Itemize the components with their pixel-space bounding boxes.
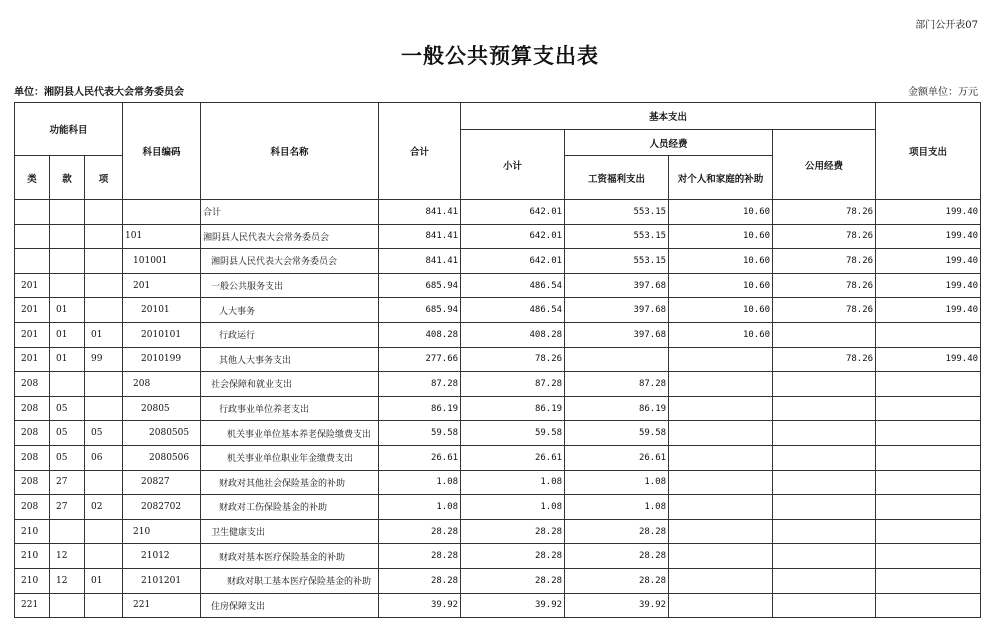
cell-total: 841.41 [379,224,461,249]
cell-project: 199.40 [876,347,981,372]
cell-kuan: 01 [50,298,85,323]
header-project: 项目支出 [876,103,981,200]
cell-total: 26.61 [379,445,461,470]
cell-name: 财政对工伤保险基金的补助 [201,495,379,520]
cell-name: 湘阴县人民代表大会常务委员会 [201,224,379,249]
cell-code: 2010101 [123,322,201,347]
cell-project [876,495,981,520]
cell-subtotal: 28.28 [461,519,565,544]
cell-subtotal: 59.58 [461,421,565,446]
cell-code: 2010199 [123,347,201,372]
table-row [15,396,981,421]
cell-subsidy [669,593,773,618]
cell-lei: 210 [15,544,50,569]
table-row [15,544,981,569]
cell-code: 2082702 [123,495,201,520]
table-row [15,372,981,397]
table-row [15,421,981,446]
cell-project: 199.40 [876,200,981,225]
cell-subsidy [669,396,773,421]
header-func-subject: 功能科目 [15,103,123,156]
page-title: 一般公共预算支出表 [401,43,599,68]
header-personnel: 人员经费 [565,130,773,156]
table-row [15,593,981,618]
cell-lei [15,249,50,274]
cell-name: 财政对其他社会保险基金的补助 [201,470,379,495]
header-public: 公用经费 [773,130,876,200]
cell-code: 221 [123,593,201,618]
cell-xiang [85,200,123,225]
table-row [15,273,981,298]
cell-subtotal: 39.92 [461,593,565,618]
cell-name: 行政运行 [201,322,379,347]
cell-project: 199.40 [876,298,981,323]
table-row [15,322,981,347]
cell-wages: 28.28 [565,544,669,569]
cell-project: 199.40 [876,273,981,298]
cell-xiang: 01 [85,568,123,593]
cell-total: 685.94 [379,298,461,323]
cell-project [876,421,981,446]
cell-subsidy: 10.60 [669,249,773,274]
cell-subsidy [669,445,773,470]
cell-lei: 210 [15,568,50,593]
cell-total: 59.58 [379,421,461,446]
cell-xiang: 99 [85,347,123,372]
cell-lei: 208 [15,495,50,520]
cell-name: 人大事务 [201,298,379,323]
table-row [15,568,981,593]
cell-subsidy: 10.60 [669,322,773,347]
cell-public [773,372,876,397]
cell-public: 78.26 [773,224,876,249]
table-row [15,249,981,274]
cell-kuan: 12 [50,544,85,569]
cell-xiang [85,593,123,618]
cell-public [773,470,876,495]
cell-wages: 26.61 [565,445,669,470]
cell-code: 2080505 [123,421,201,446]
header-code: 科目编码 [123,103,201,200]
cell-kuan: 05 [50,421,85,446]
cell-wages: 28.28 [565,568,669,593]
cell-name: 财政对职工基本医疗保险基金的补助 [201,568,379,593]
cell-name: 湘阴县人民代表大会常务委员会 [201,249,379,274]
cell-subsidy: 10.60 [669,200,773,225]
cell-wages: 553.15 [565,249,669,274]
cell-subtotal: 86.19 [461,396,565,421]
cell-project [876,445,981,470]
cell-public: 78.26 [773,249,876,274]
cell-subtotal: 642.01 [461,200,565,225]
cell-code: 101 [123,224,201,249]
cell-subtotal: 28.28 [461,568,565,593]
cell-total: 86.19 [379,396,461,421]
cell-code: 101001 [123,249,201,274]
cell-code: 2080506 [123,445,201,470]
cell-code [123,200,201,225]
cell-lei: 208 [15,372,50,397]
cell-name: 行政事业单位养老支出 [201,396,379,421]
cell-lei: 210 [15,519,50,544]
cell-lei: 201 [15,322,50,347]
cell-name: 机关事业单位基本养老保险缴费支出 [201,421,379,446]
cell-wages: 553.15 [565,200,669,225]
cell-code: 210 [123,519,201,544]
cell-xiang [85,298,123,323]
cell-public [773,421,876,446]
header-basic: 基本支出 [461,103,876,130]
cell-xiang: 01 [85,322,123,347]
cell-lei: 221 [15,593,50,618]
cell-wages: 28.28 [565,519,669,544]
cell-public: 78.26 [773,200,876,225]
cell-project [876,470,981,495]
cell-xiang [85,396,123,421]
table-number-tag: 部门公开表07 [915,20,978,31]
cell-project [876,568,981,593]
cell-public [773,445,876,470]
cell-project: 199.40 [876,224,981,249]
cell-lei: 208 [15,396,50,421]
table-row [15,347,981,372]
cell-public [773,396,876,421]
cell-total: 39.92 [379,593,461,618]
cell-project [876,322,981,347]
cell-name: 一般公共服务支出 [201,273,379,298]
cell-wages [565,347,669,372]
unit-label: 单位：湘阴县人民代表大会常务委员会 [14,87,184,98]
cell-total: 841.41 [379,249,461,274]
cell-xiang: 02 [85,495,123,520]
cell-subsidy: 10.60 [669,273,773,298]
cell-subtotal: 408.28 [461,322,565,347]
cell-xiang [85,519,123,544]
cell-kuan: 27 [50,495,85,520]
cell-total: 28.28 [379,544,461,569]
cell-total: 841.41 [379,200,461,225]
cell-subsidy [669,544,773,569]
header-name: 科目名称 [201,103,379,200]
header-lei: 类 [15,156,50,200]
cell-wages: 87.28 [565,372,669,397]
header-kuan: 款 [50,156,85,200]
table-row [15,495,981,520]
cell-subsidy [669,568,773,593]
cell-project [876,372,981,397]
cell-kuan: 01 [50,347,85,372]
cell-total: 408.28 [379,322,461,347]
cell-total: 28.28 [379,568,461,593]
cell-kuan [50,519,85,544]
cell-kuan: 05 [50,396,85,421]
cell-subsidy [669,519,773,544]
budget-expenditure-table [14,102,981,618]
cell-name: 住房保障支出 [201,593,379,618]
cell-subsidy [669,470,773,495]
cell-kuan [50,372,85,397]
cell-public [773,495,876,520]
cell-lei: 201 [15,273,50,298]
cell-code: 21012 [123,544,201,569]
cell-kuan: 27 [50,470,85,495]
cell-public: 78.26 [773,298,876,323]
cell-xiang [85,273,123,298]
cell-subtotal: 1.08 [461,470,565,495]
cell-xiang [85,249,123,274]
header-subtotal: 小计 [461,130,565,200]
cell-kuan [50,249,85,274]
cell-total: 1.08 [379,495,461,520]
cell-total: 28.28 [379,519,461,544]
cell-code: 20805 [123,396,201,421]
cell-kuan [50,200,85,225]
cell-lei: 201 [15,298,50,323]
cell-public [773,568,876,593]
cell-total: 277.66 [379,347,461,372]
cell-subtotal: 486.54 [461,298,565,323]
header-wages: 工资福利支出 [565,156,669,200]
cell-lei [15,200,50,225]
cell-public: 78.26 [773,347,876,372]
cell-wages: 397.68 [565,273,669,298]
cell-subtotal: 78.26 [461,347,565,372]
table-row [15,519,981,544]
cell-kuan [50,224,85,249]
table-row [15,470,981,495]
cell-name: 机关事业单位职业年金缴费支出 [201,445,379,470]
cell-wages: 397.68 [565,322,669,347]
cell-kuan: 05 [50,445,85,470]
cell-kuan [50,593,85,618]
table-row [15,224,981,249]
cell-xiang: 06 [85,445,123,470]
cell-wages: 39.92 [565,593,669,618]
cell-kuan: 12 [50,568,85,593]
cell-code: 208 [123,372,201,397]
cell-name: 财政对基本医疗保险基金的补助 [201,544,379,569]
cell-subsidy: 10.60 [669,298,773,323]
cell-subsidy [669,347,773,372]
cell-xiang [85,224,123,249]
cell-subsidy [669,421,773,446]
header-subsidy: 对个人和家庭的补助 [669,156,773,200]
cell-subsidy [669,372,773,397]
cell-total: 685.94 [379,273,461,298]
cell-subtotal: 28.28 [461,544,565,569]
cell-xiang [85,372,123,397]
cell-wages: 86.19 [565,396,669,421]
table-row [15,298,981,323]
cell-kuan [50,273,85,298]
cell-wages: 553.15 [565,224,669,249]
cell-xiang [85,544,123,569]
table-row [15,445,981,470]
cell-kuan: 01 [50,322,85,347]
cell-xiang [85,470,123,495]
header-total: 合计 [379,103,461,200]
cell-lei: 208 [15,421,50,446]
cell-wages: 1.08 [565,495,669,520]
header-xiang: 项 [85,156,123,200]
cell-lei [15,224,50,249]
cell-code: 201 [123,273,201,298]
cell-public [773,519,876,544]
cell-project [876,519,981,544]
cell-total: 1.08 [379,470,461,495]
cell-lei: 208 [15,470,50,495]
table-row [15,200,981,225]
cell-subtotal: 486.54 [461,273,565,298]
cell-subsidy [669,495,773,520]
cell-name: 合计 [201,200,379,225]
cell-project [876,544,981,569]
cell-wages: 1.08 [565,470,669,495]
cell-subsidy: 10.60 [669,224,773,249]
cell-project [876,593,981,618]
cell-subtotal: 642.01 [461,249,565,274]
cell-total: 87.28 [379,372,461,397]
cell-public: 78.26 [773,273,876,298]
cell-xiang: 05 [85,421,123,446]
cell-name: 社会保障和就业支出 [201,372,379,397]
cell-project [876,396,981,421]
cell-public [773,322,876,347]
cell-wages: 397.68 [565,298,669,323]
cell-name: 卫生健康支出 [201,519,379,544]
cell-code: 20101 [123,298,201,323]
cell-name: 其他人大事务支出 [201,347,379,372]
cell-subtotal: 1.08 [461,495,565,520]
cell-subtotal: 87.28 [461,372,565,397]
cell-public [773,593,876,618]
cell-wages: 59.58 [565,421,669,446]
cell-lei: 201 [15,347,50,372]
cell-lei: 208 [15,445,50,470]
cell-subtotal: 26.61 [461,445,565,470]
cell-public [773,544,876,569]
cell-project: 199.40 [876,249,981,274]
cell-code: 2101201 [123,568,201,593]
cell-code: 20827 [123,470,201,495]
amount-unit-label: 金额单位：万元 [908,87,978,98]
cell-subtotal: 642.01 [461,224,565,249]
